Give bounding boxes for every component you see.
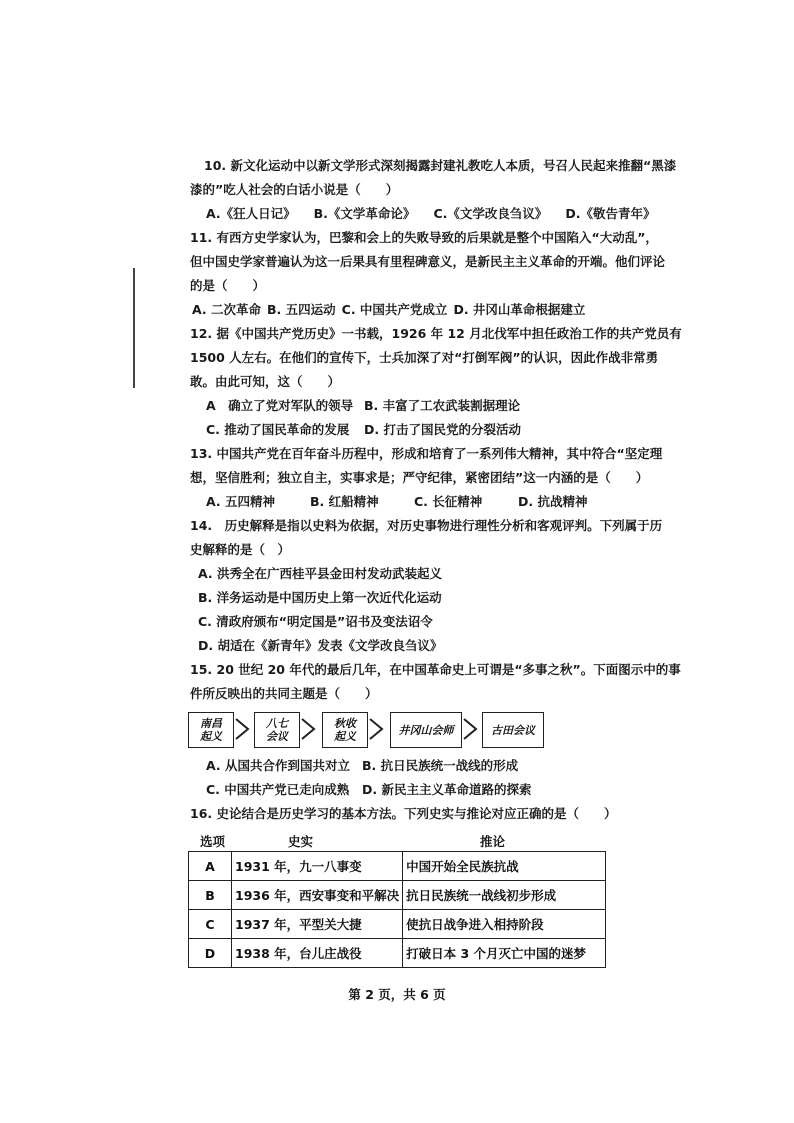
row-option: D (189, 939, 232, 968)
q16-stem-line1: 16. 史论结合是历史学习的基本方法。下列史实与推论对应正确的是（ ） (190, 806, 617, 821)
q10-option-a: A.《狂人日记》 (206, 206, 296, 221)
q13-option-a: A. 五四精神 (206, 494, 276, 509)
q13-stem-line2: 想，坚信胜利；独立自主，实事求是；严守纪律，紧密团结”这一内涵的是（ ） (190, 470, 649, 485)
q12-option-c: C. 推动了国民革命的发展 (206, 422, 350, 437)
q10-options (206, 204, 674, 224)
row-fact: 1937 年，平型关大捷 (232, 910, 403, 939)
row-fact: 1936 年，西安事变和平解决 (232, 881, 403, 910)
q12-options-row2 (206, 420, 539, 440)
flow-arrow-icon (234, 711, 252, 747)
page-footer: 第 2 页，共 6 页 (348, 987, 446, 1002)
q10-option-c: C.《文学改良刍议》 (433, 206, 548, 221)
q13-option-c: C. 长征精神 (414, 494, 483, 509)
table-row (189, 881, 606, 910)
q10-stem-line2: 漆的”吃人社会的白话小说是（ ） (190, 182, 399, 197)
q15-options-row1 (206, 756, 536, 776)
q13-option-d: D. 抗战精神 (518, 494, 588, 509)
row-option: B (189, 881, 232, 910)
row-fact: 1938 年，台儿庄战役 (232, 939, 403, 968)
q16-table (188, 851, 606, 968)
q16-header-fact: 史实 (288, 834, 314, 849)
q15-flowchart (188, 706, 548, 752)
row-fact: 1931 年，九一八事变 (232, 852, 403, 881)
flow-box-gutian: 古田会议 (482, 712, 544, 748)
flow-box-qiushou: 秋收起义 (322, 712, 368, 748)
q16-header-option: 选项 (200, 834, 226, 849)
flow-box-jinggangshan: 井冈山会师 (390, 712, 462, 748)
row-inference: 打破日本 3 个月灭亡中国的迷梦 (403, 939, 606, 968)
table-row (189, 852, 606, 881)
q15-option-d: D. 新民主主义革命道路的探索 (362, 782, 532, 797)
q11-options (192, 300, 603, 320)
q11-option-a: A. 二次革命 (192, 302, 262, 317)
q11-option-b: B. 五四运动 (267, 302, 336, 317)
q15-stem-line2: 件所反映出的共同主题是（ ） (190, 686, 378, 701)
q11-stem-line3: 的是（ ） (190, 278, 266, 293)
row-option: C (189, 910, 232, 939)
q14-stem-line1: 14. 历史解释是指以史料为依据，对历史事物进行理性分析和客观评判。下列属于历 (190, 518, 663, 533)
q15-option-a: A. 从国共合作到国共对立 (206, 758, 351, 773)
q12-option-b: B. 丰富了工农武装割据理论 (364, 398, 521, 413)
flow-box-baqi: 八七会议 (254, 712, 300, 748)
q14-stem-line2: 史解释的是（ ） (190, 542, 291, 557)
q13-stem-line1: 13. 中国共产党在百年奋斗历程中，形成和培育了一系列伟大精神，其中符合“坚定理 (190, 446, 663, 461)
row-inference: 中国开始全民族抗战 (403, 852, 606, 881)
flow-arrow-icon (368, 711, 386, 747)
q15-options-row2 (206, 780, 549, 800)
row-option: A (189, 852, 232, 881)
table-row (189, 910, 606, 939)
q13-options (206, 492, 605, 512)
q10-option-d: D.《敬告青年》 (565, 206, 656, 221)
q11-stem-line1: 11. 有西方史学家认为，巴黎和会上的失败导致的后果就是整个中国陷入“大动乱”， (190, 230, 658, 245)
q12-option-a: A 确立了党对军队的领导 (206, 398, 354, 413)
q11-stem-line2: 但中国史学家普遍认为这一后果具有里程碑意义，是新民主主义革命的开端。他们评论 (190, 254, 666, 269)
q14-option-d: D. 胡适在《新青年》发表《文学改良刍议》 (198, 638, 443, 653)
q14-option-c: C. 清政府颁布“明定国是”诏书及变法诏令 (198, 614, 433, 629)
q12-stem-line2: 1500 人左右。在他们的宣传下，士兵加深了对“打倒军阀”的认识，因此作战非常勇 (190, 350, 659, 365)
q13-option-b: B. 红船精神 (310, 494, 379, 509)
q14-option-b: B. 洋务运动是中国历史上第一次近代化运动 (198, 590, 442, 605)
q15-option-c: C. 中国共产党已走向成熟 (206, 782, 350, 797)
q12-stem-line1: 12. 据《中国共产党历史》一书载，1926 年 12 月北伐军中担任政治工作的共产党员有 (190, 326, 682, 341)
row-inference: 抗日民族统一战线初步形成 (403, 881, 606, 910)
q11-option-c: C. 中国共产党成立 (341, 302, 448, 317)
q10-option-b: B.《文学革命论》 (313, 206, 416, 221)
flow-box-nanchang: 南昌起义 (188, 712, 234, 748)
q15-option-b: B. 抗日民族统一战线的形成 (362, 758, 519, 773)
q15-stem-line1: 15. 20 世纪 20 年代的最后几年，在中国革命史上可谓是“多事之秋”。下面图示中的事 (190, 662, 681, 677)
row-inference: 使抗日战争进入相持阶段 (403, 910, 606, 939)
q10-stem-line1: 10. 新文化运动中以新文学形式深刻揭露封建礼教吃人本质，号召人民起来推翻“黑漆 (204, 158, 677, 173)
q16-header-inference: 推论 (480, 834, 506, 849)
scan-margin-mark (133, 268, 135, 388)
q12-option-d: D. 打击了国民党的分裂活动 (364, 422, 521, 437)
q14-option-a: A. 洪秀全在广西桂平县金田村发动武装起义 (198, 566, 443, 581)
flow-arrow-icon (462, 711, 480, 747)
q12-stem-line3: 敢。由此可知，这（ ） (190, 374, 341, 389)
q12-options-row1 (206, 396, 538, 416)
q11-option-d: D. 井冈山革命根据建立 (453, 302, 586, 317)
table-row (189, 939, 606, 968)
flow-arrow-icon (300, 711, 318, 747)
